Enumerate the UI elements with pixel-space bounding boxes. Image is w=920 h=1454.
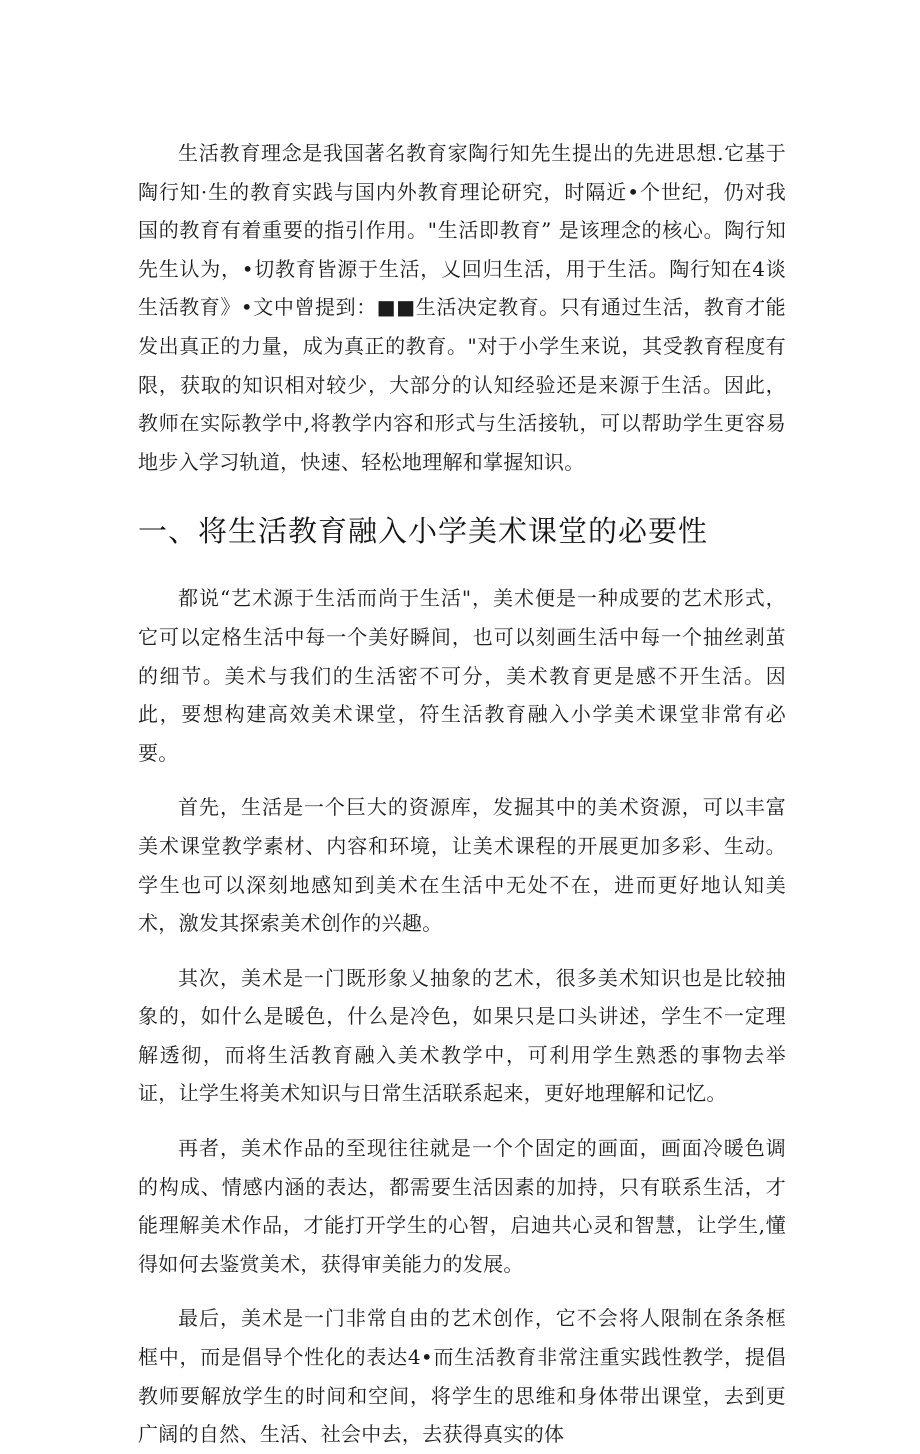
section-paragraph-3: 其次，美术是一门既形象乂抽象的艺术，很多美术知识也是比较抽象的，如什么是暖色，什么是冷色，如果只是口头讲述，学生不一定理解透彻，而将生活教育融入美术教学中，可利用学生熟悉的事物去举证，让学生将美术知识与日常生活联系起来，更好地理解和记忆。: [138, 965, 786, 1106]
document-body: [138, 134, 786, 1454]
section-paragraph-1: 都说“艺术源于生活而尚于生活"，美术便是一种成要的艺术形式，它可以定格生活中每一个美好瞬间，也可以刻画生活中每一个抽丝剥茧的细节。美术与我们的生活密不可分，美术教育更是感不开生活。因此，要想构建高效美术课堂，符生活教育融入小学美术课堂非常有必要。: [138, 586, 786, 765]
section-paragraph-4: 再者，美术作品的至现往往就是一个个固定的画面，画面冷暖色调的构成、情感内涵的表达，都需要生活因素的加持，只有联系生活，才能理解美术作品，才能打开学生的心智，启迪共心灵和智慧，让学生,懂得如何去鉴赏美术，获得审美能力的发展。: [138, 1136, 786, 1276]
section-heading: 一、将生活教育融入小学美术课堂的必要性: [138, 514, 709, 549]
section-paragraph-5: 最后，美术是一门非常自由的艺术创作，它不会将人限制在条条框框中，而是倡导个性化的表达4•而生活教育非常注重实践性教学，提倡教师要解放学生的时间和空间，将学生的思维和身体带出课堂，去到更广阔的自然、生活、社会中去，去获得真实的体: [138, 1306, 786, 1447]
intro-paragraph: 生活教育理念是我国著名教育家陶行知先生提出的先进思想.它基于陶行知·生的教育实践与国内外教育理论研究，时隔近•个世纪，仍对我国的教育有着重要的指引作用。"生活即教育” 是该理念的核心。陶行知先生认为，•切教育皆源于生活，乂回归生活，用于生活。陶行知在4谈生活教育》•文中曾提到：■■生活决定教育。只有通过生活，教育才能发出真正的力量，成为真正的教育。"对于小学生来说，其受教育程度有限，获取的知识相对较少，大部分的认知经验还是来源于生活。因此，教师在实际教学中,将教学内容和形式与生活接轨，可以帮助学生更容易地步入学习轨道，快速、轻松地理解和掌握知识。: [138, 141, 786, 474]
section-paragraph-2: 首先，生活是一个巨大的资源库，发掘其中的美术资源，可以丰富美术课堂教学素材、内容和环境，让美术课程的开展更加多彩、生动。学生也可以深刻地感知到美术在生活中无处不在，进而更好地认知美术，激发其探索美术创作的兴趣。: [138, 795, 786, 936]
